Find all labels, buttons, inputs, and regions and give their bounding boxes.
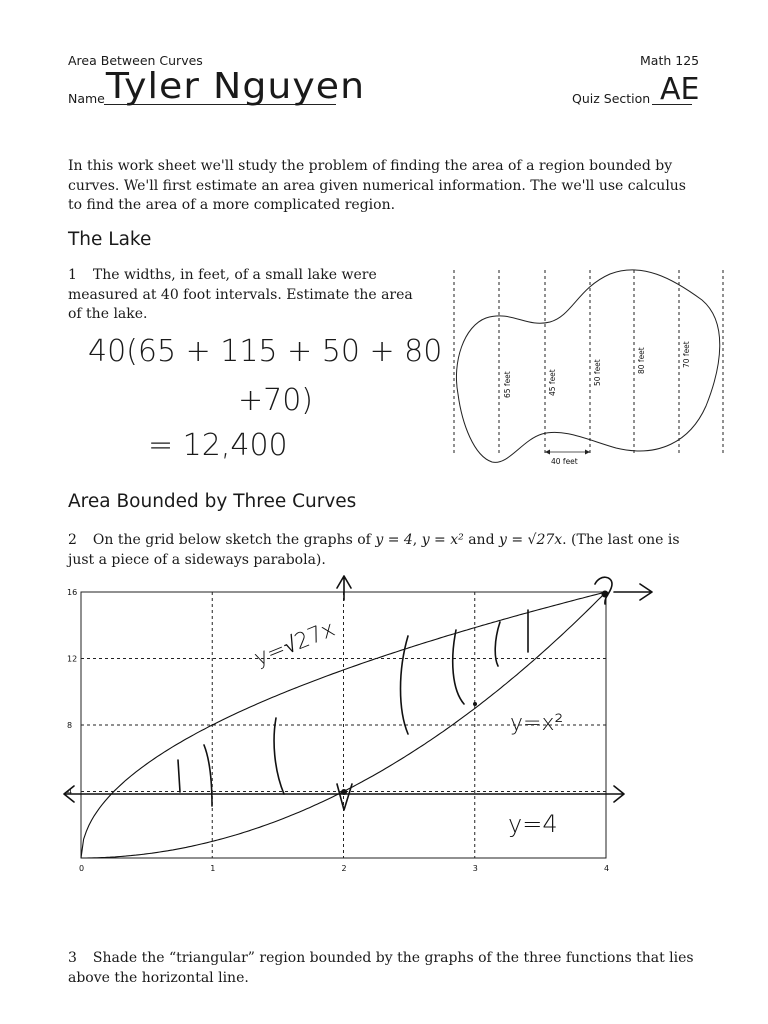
q3-number: 3 xyxy=(68,950,77,966)
name-handwritten[interactable]: Tyler Nguyen xyxy=(105,66,366,107)
eq-sqrt: y = √27x xyxy=(498,532,563,548)
x-tick-label: 1 xyxy=(210,864,216,873)
lake-width-label: 65 feet xyxy=(503,371,512,398)
x-tick-label: 3 xyxy=(472,864,478,873)
lake-diagram xyxy=(446,266,730,472)
intersection-point xyxy=(341,789,347,795)
x-tick-label: 0 xyxy=(79,864,85,873)
course-label: Math 125 xyxy=(640,53,700,68)
lake-outline xyxy=(456,270,719,463)
lake-answer-line3[interactable]: = 12,400 xyxy=(148,428,288,463)
y-tick-label: 8 xyxy=(67,721,73,730)
lake-heading: The Lake xyxy=(68,229,152,250)
q3-text-block xyxy=(68,949,702,988)
eq-square: y = x² xyxy=(421,532,464,548)
x-tick-label: 4 xyxy=(604,864,610,873)
lake-answer-line1[interactable]: 40(65 + 115 + 50 + 80 xyxy=(88,334,443,369)
name-label: Name xyxy=(68,91,105,106)
section-label: Quiz Section xyxy=(572,91,651,106)
y-tick-label: 4 xyxy=(67,787,73,797)
q2-number: 2 xyxy=(68,532,77,548)
eq-const: y = 4 xyxy=(375,532,413,548)
q2-text-post: (The last one is just a piece of a sideways parabola). xyxy=(68,532,680,568)
lake-width-label: 70 feet xyxy=(682,341,691,368)
lake-width-label: 80 feet xyxy=(637,347,646,374)
lake-answer-line2[interactable]: +70) xyxy=(238,383,314,418)
curve-dot xyxy=(473,702,477,706)
three-curves-heading: Area Bounded by Three Curves xyxy=(68,491,357,512)
q2-text-pre: On the grid below sketch the graphs of xyxy=(92,532,376,548)
label-sqrt-curve: y=√27x xyxy=(250,616,339,672)
label-square-curve: y=x² xyxy=(510,711,564,736)
lake-question-text: The widths, in feet, of a small lake were measured at 40 foot intervals. Estimate the area of the lake. xyxy=(68,267,413,322)
lake-question xyxy=(68,266,430,325)
three-curves-question: 2 On the grid below sketch the graphs of y = 4, y = x² and y = √27x. (The last one is just a piece of a sideways parabola). xyxy=(68,532,680,568)
q3-text: Shade the “triangular” region bounded by the graphs of the three functions that lies above the horizontal line. xyxy=(68,950,694,986)
top-right-arrow-icon xyxy=(595,577,652,604)
y-tick-label: 16 xyxy=(67,588,78,597)
label-const-line: y=4 xyxy=(508,810,558,838)
x-tick-label: 2 xyxy=(341,864,347,873)
y-tick-label: 12 xyxy=(67,654,78,664)
curves-graph[interactable] xyxy=(52,570,732,890)
axis-arrow-up-icon xyxy=(337,576,351,600)
lake-width-label: 45 feet xyxy=(548,369,557,396)
lake-width-label: 50 feet xyxy=(593,359,602,386)
section-handwritten[interactable]: AE xyxy=(660,72,700,107)
worksheet-title: Area Between Curves xyxy=(68,53,203,68)
intro-paragraph: In this work sheet we'll study the problem of finding the area of a region bounded by curves. We'll first estimate an area given numerical information. The we'll use calculus to find the area of a more complicated region. xyxy=(68,158,686,213)
interval-label: 40 feet xyxy=(551,457,578,466)
lake-question-number: 1 xyxy=(68,267,77,283)
